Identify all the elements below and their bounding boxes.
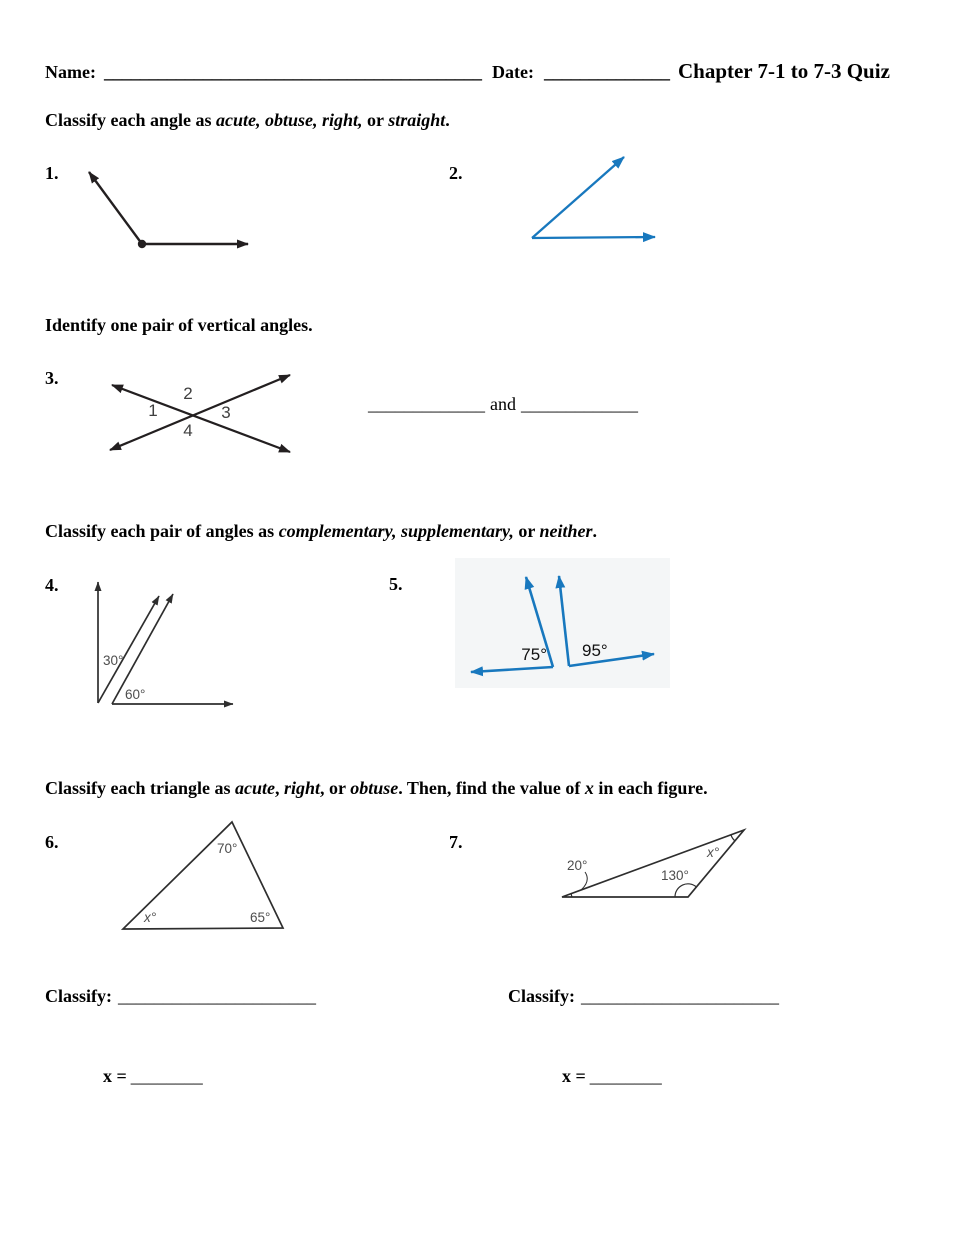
instruction-vertical-angles: Identify one pair of vertical angles. [45,315,313,335]
x-blank-7[interactable]: ________ [589,1066,662,1086]
x-value-line-7 [562,1066,662,1088]
figure-5-angle-75-label: 75° [521,645,547,664]
figure-6-angle-65-label: 65° [250,910,271,925]
problem-6-number: 6. [45,832,59,852]
figure-6-triangle [110,813,305,938]
figure-2-angle [450,145,675,255]
figure-5-angle-95-label: 95° [582,641,608,660]
figure-7-angle-130-label: 130° [661,868,689,883]
x-blank-6[interactable]: ________ [130,1066,203,1086]
figure-7-angle-x-arc [731,835,735,841]
figure-4-angle-pair [85,570,250,715]
instruction-classify-triangles: Classify each triangle as acute, right, or obtuse. Then, find the value of x in each figure. [45,778,708,798]
x-label-7: x = [562,1066,586,1086]
classify-label-7: Classify: [508,986,575,1006]
problem-4-number: 4. [45,575,59,595]
problem-3-answer-blank-2[interactable]: _____________ [521,394,638,414]
classify-line-6 [45,986,316,1008]
and-label: and [490,394,516,414]
figure-2-ray-right [532,237,655,238]
figure-4-angle-60-label: 60° [125,687,146,702]
problem-1-number: 1. [45,163,59,183]
figure-7-triangle [545,818,780,913]
x-label-6: x = [103,1066,127,1086]
figure-5-angle-pair [455,558,670,688]
figure-3-angle-1-label: 1 [148,401,158,420]
figure-1-ray-up-left [89,172,142,244]
figure-7-triangle-outline [562,830,744,897]
problem-3-answer-line [368,394,638,416]
instruction-classify-angles: Classify each angle as acute, obtuse, right, or straight. [45,110,450,130]
classify-line-7 [508,986,779,1008]
header [45,59,890,84]
figure-3-vertical-angles [95,363,305,463]
figure-2-ray-up-right [532,157,624,238]
problem-2-number: 2. [449,163,463,183]
problem-5-number: 5. [389,574,403,594]
classify-blank-7[interactable]: ______________________ [581,986,779,1006]
figure-3-angle-3-label: 3 [221,403,231,422]
problem-3-number: 3. [45,368,59,388]
figure-3-line-b [112,385,290,452]
problem-7-number: 7. [449,832,463,852]
instruction-classify-pairs: Classify each pair of angles as complementary, supplementary, or neither. [45,521,598,541]
classify-label-6: Classify: [45,986,112,1006]
figure-7-angle-x-label: x° [707,845,720,860]
problem-3-answer-blank-1[interactable]: _____________ [368,394,485,414]
figure-1-angle [80,160,265,260]
figure-3-angle-4-label: 4 [183,421,193,440]
date-label: Date: [491,62,534,82]
figure-1-vertex-dot [138,240,146,248]
date-blank[interactable]: ______________ [543,62,670,82]
figure-3-line-a [110,375,290,450]
quiz-title: Chapter 7-1 to 7-3 Quiz [677,59,890,83]
figure-6-angle-70-label: 70° [217,841,238,856]
name-label: Name: [45,62,96,82]
figure-7-angle-20-label: 20° [567,858,588,873]
figure-5-background [455,558,670,688]
classify-blank-6[interactable]: ______________________ [118,986,316,1006]
x-value-line-6 [103,1066,203,1088]
figure-6-angle-x-label: x° [144,910,157,925]
figure-4-angle-30-label: 30° [103,653,124,668]
figure-3-angle-2-label: 2 [183,384,193,403]
name-blank[interactable]: __________________________________________ [103,62,482,82]
